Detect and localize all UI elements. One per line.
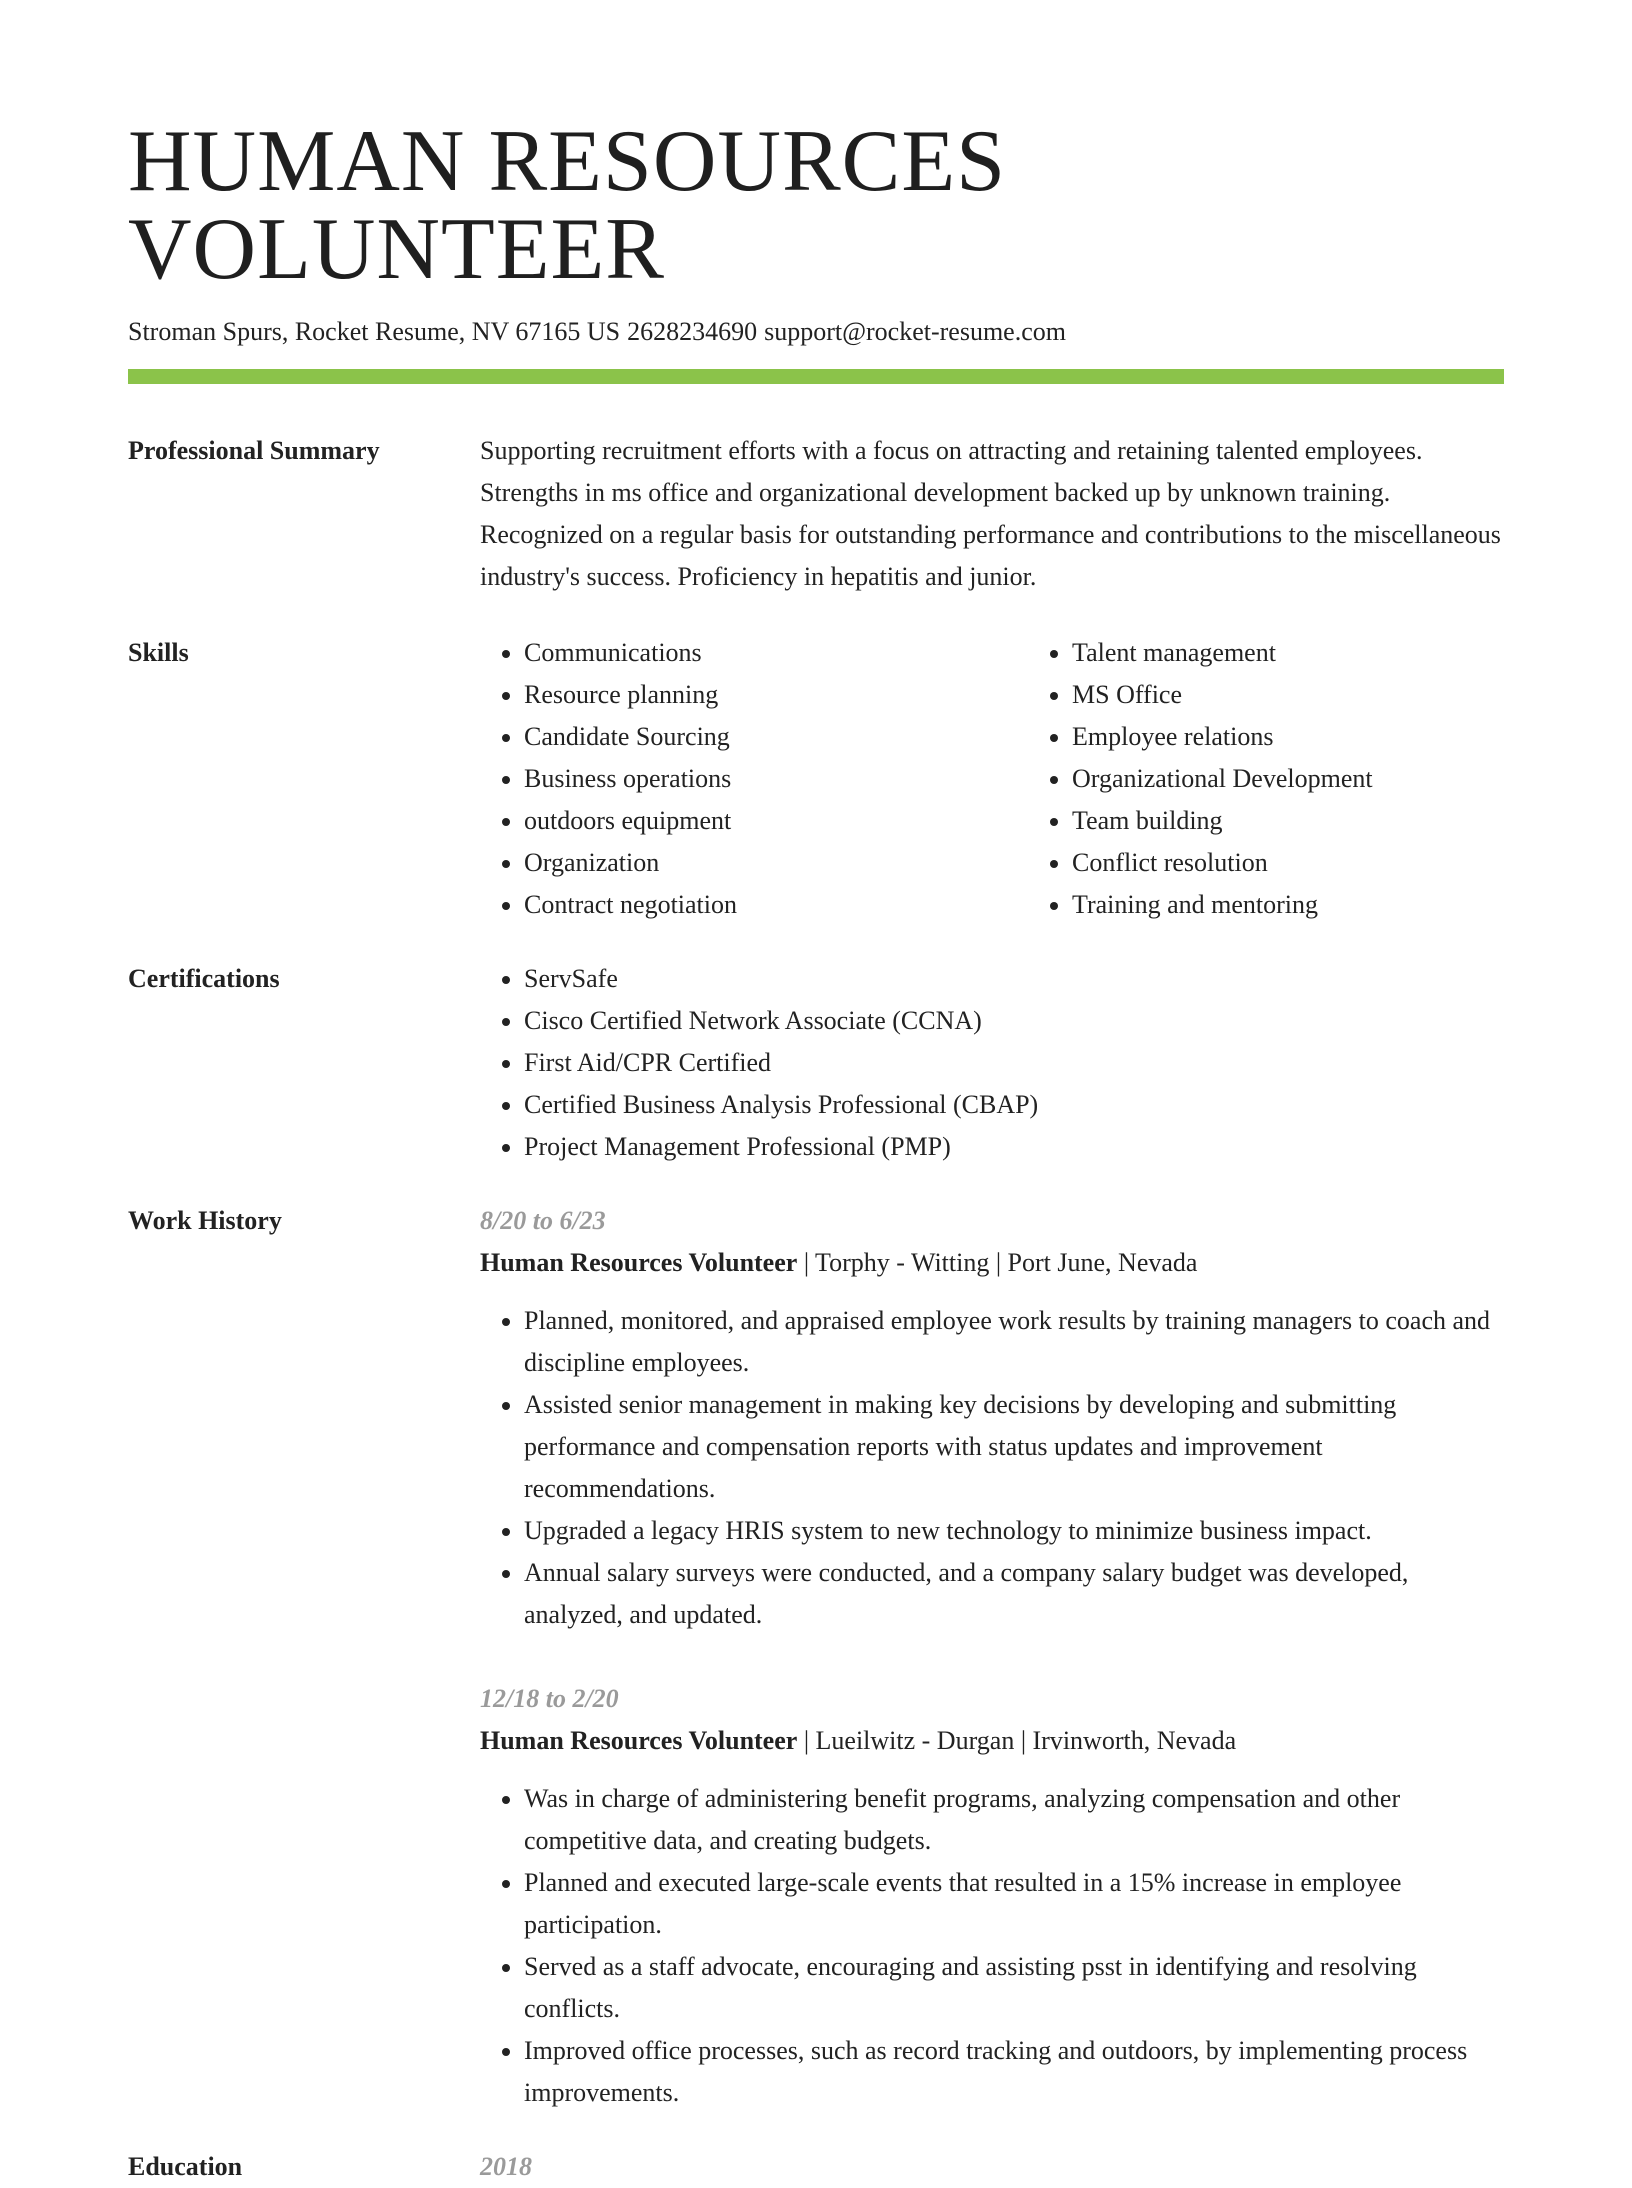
skill-item: • Conflict resolution bbox=[1072, 842, 1576, 884]
job-heading bbox=[480, 1242, 1504, 1284]
certifications-body bbox=[480, 958, 1504, 1168]
skills-list-left bbox=[480, 632, 1028, 926]
job-title: Human Resources Volunteer bbox=[480, 1248, 798, 1278]
job-title: Human Resources Volunteer bbox=[480, 1726, 798, 1756]
certifications-label: Certifications bbox=[128, 964, 280, 994]
work-history-label: Work History bbox=[128, 1206, 282, 1236]
job-bullet: • Planned, monitored, and appraised employee work results by training managers to coach and discipline employees. bbox=[524, 1300, 1504, 1384]
job-bullet: • Improved office processes, such as record tracking and outdoors, by implementing process improvements. bbox=[524, 2030, 1504, 2114]
header-divider bbox=[128, 369, 1504, 384]
certification-item: • First Aid/CPR Certified bbox=[524, 1042, 1504, 1084]
skill-item: • Business operations bbox=[524, 758, 1028, 800]
education-label: Education bbox=[128, 2152, 243, 2182]
contact-phone: 2628234690 bbox=[627, 317, 758, 346]
certifications-list bbox=[480, 958, 1504, 1168]
certification-item: • Cisco Certified Network Associate (CCNA) bbox=[524, 1000, 1504, 1042]
certification-item: • Project Management Professional (PMP) bbox=[524, 1126, 1504, 1168]
contact-address: Stroman Spurs, Rocket Resume, NV 67165 US bbox=[128, 317, 621, 346]
skills-columns bbox=[480, 632, 1576, 926]
job-heading bbox=[480, 1720, 1504, 1762]
contact-line bbox=[128, 316, 1504, 347]
job-details: | Lueilwitz - Durgan | Irvinworth, Nevada bbox=[803, 1726, 1237, 1756]
skill-item: • outdoors equipment bbox=[524, 800, 1028, 842]
skill-item: • Employee relations bbox=[1072, 716, 1576, 758]
skill-item: • Organization bbox=[524, 842, 1028, 884]
resume-title: HUMAN RESOURCES VOLUNTEER bbox=[128, 113, 1007, 298]
job-bullet: • Annual salary surveys were conducted, and a company salary budget was developed, analyzed, and updated. bbox=[524, 1552, 1504, 1636]
job-dates: 12/18 to 2/20 bbox=[480, 1684, 619, 1714]
skill-item: • Talent management bbox=[1072, 632, 1576, 674]
resume-page bbox=[128, 113, 1504, 2188]
work-history-body bbox=[480, 1200, 1504, 2114]
certification-item: • ServSafe bbox=[524, 958, 1504, 1000]
summary-label: Professional Summary bbox=[128, 436, 380, 466]
work-history-section bbox=[128, 1200, 1504, 2114]
job-bullet: • Assisted senior management in making key decisions by developing and submitting performance and compensation reports with status updates and improvement recommendations. bbox=[524, 1384, 1504, 1510]
job-bullet: • Planned and executed large-scale events that resulted in a 15% increase in employee participation. bbox=[524, 1862, 1504, 1946]
job-bullet: • Upgraded a legacy HRIS system to new technology to minimize business impact. bbox=[524, 1510, 1504, 1552]
job-details: | Torphy - Witting | Port June, Nevada bbox=[803, 1248, 1198, 1278]
skill-item: • Contract negotiation bbox=[524, 884, 1028, 926]
contact-email: support@rocket-resume.com bbox=[764, 317, 1066, 346]
skill-item: • Candidate Sourcing bbox=[524, 716, 1028, 758]
job-entry bbox=[480, 1678, 1504, 2114]
skill-item: • Team building bbox=[1072, 800, 1576, 842]
skills-section bbox=[128, 632, 1504, 926]
education-year: 2018 bbox=[480, 2152, 532, 2182]
skills-label: Skills bbox=[128, 638, 189, 668]
education-body bbox=[480, 2146, 1504, 2188]
certification-item: • Certified Business Analysis Professional (CBAP) bbox=[524, 1084, 1504, 1126]
skill-item: • Organizational Development bbox=[1072, 758, 1576, 800]
job-bullet: • Served as a staff advocate, encouraging and assisting psst in identifying and resolving conflicts. bbox=[524, 1946, 1504, 2030]
job-dates: 8/20 to 6/23 bbox=[480, 1206, 606, 1236]
summary-text: Supporting recruitment efforts with a focus on attracting and retaining talented employees. Strengths in ms office and organizational development backed up by unknown training. Recognized on a regular basis for outstanding performance and contributions to the miscellaneous industry's success. Proficiency in hepatitis and junior. bbox=[480, 436, 1501, 592]
skills-list-right bbox=[1028, 632, 1576, 926]
skill-item: • Communications bbox=[524, 632, 1028, 674]
job-bullet: • Was in charge of administering benefit programs, analyzing compensation and other competitive data, and creating budgets. bbox=[524, 1778, 1504, 1862]
skill-item: • Training and mentoring bbox=[1072, 884, 1576, 926]
skill-item: • Resource planning bbox=[524, 674, 1028, 716]
job-bullets bbox=[480, 1778, 1504, 2114]
job-entry bbox=[480, 1200, 1504, 1636]
job-bullets bbox=[480, 1300, 1504, 1636]
education-section bbox=[128, 2146, 1504, 2188]
summary-section bbox=[128, 430, 1504, 598]
certifications-section bbox=[128, 958, 1504, 1168]
skill-item: • MS Office bbox=[1072, 674, 1576, 716]
